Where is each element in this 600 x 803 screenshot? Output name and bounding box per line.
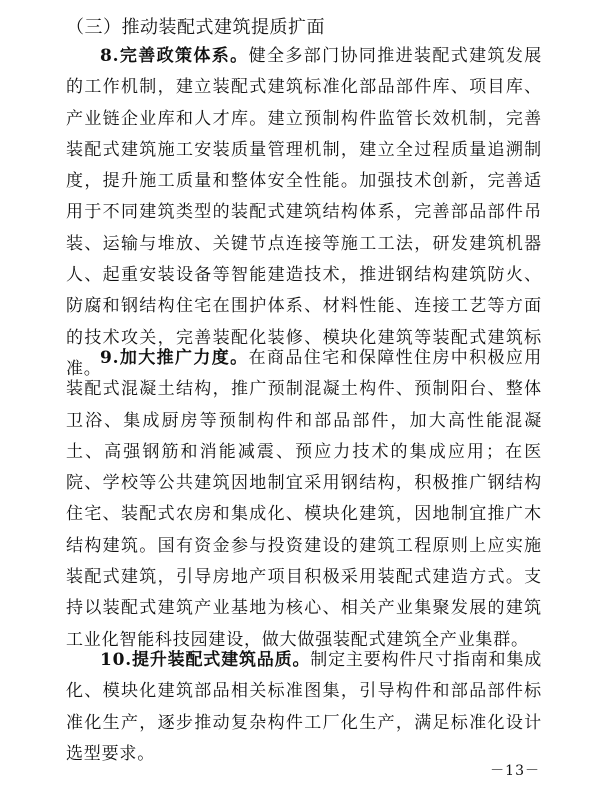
paragraph-9 (66, 343, 542, 656)
paragraph-9-body: 在商品住宅和保障性住房中积极应用装配式混凝土结构，推广预制混凝土构件、预制阳台、整体卫浴、集成厨房等预制构件和部品部件，加大高性能混凝土、高强钢筋和消能减震、预应力技术的集成应用；在医院、学校等公共建筑因地制宜采用钢结构，积极推广钢结构住宅、装配式农房和集成化、模块化建筑，因地制宜推广木结构建筑。国有资金参与投资建设的建筑工程原则上应实施装配式建筑，引导房地产项目积极采用装配式建造方式。支持以装配式建筑产业基地为核心、相关产业集聚发展的建筑工业化智能科技园建设，做大做强装配式建筑全产业集群。 (66, 348, 542, 650)
paragraph-10 (66, 645, 542, 770)
paragraph-8 (66, 41, 542, 385)
section-heading: （三）推动装配式建筑提质扩面 (66, 17, 325, 38)
paragraph-8-lead: 8.完善政策体系。 (100, 46, 249, 66)
paragraph-9-lead: 9.加大推广力度。 (100, 348, 249, 368)
paragraph-10-body: 制定主要构件尺寸指南和集成化、模块化建筑部品相关标准图集，引导构件和部品部件标准化生产，逐步推动复杂构件工厂化生产，满足标准化设计选型要求。 (66, 650, 542, 764)
page-number: －13－ (490, 763, 540, 779)
paragraph-10-lead: 10.提升装配式建筑品质。 (100, 650, 311, 670)
paragraph-8-body: 健全多部门协同推进装配式建筑发展的工作机制，建立装配式建筑标准化部品部件库、项目库、产业链企业库和人才库。建立预制构件监管长效机制，完善装配式建筑施工安装质量管理机制，建立全过程质量追溯制度，提升施工质量和整体安全性能。加强技术创新，完善适用于不同建筑类型的装配式建筑结构体系，完善部品部件吊装、运输与堆放、关键节点连接等施工工法，研发建筑机器人、起重安装设备等智能建造技术，推进钢结构建筑防火、防腐和钢结构住宅在围护体系、材料性能、连接工艺等方面的技术攻关，完善装配化装修、模块化建筑等装配式建筑标准。 (66, 46, 542, 379)
